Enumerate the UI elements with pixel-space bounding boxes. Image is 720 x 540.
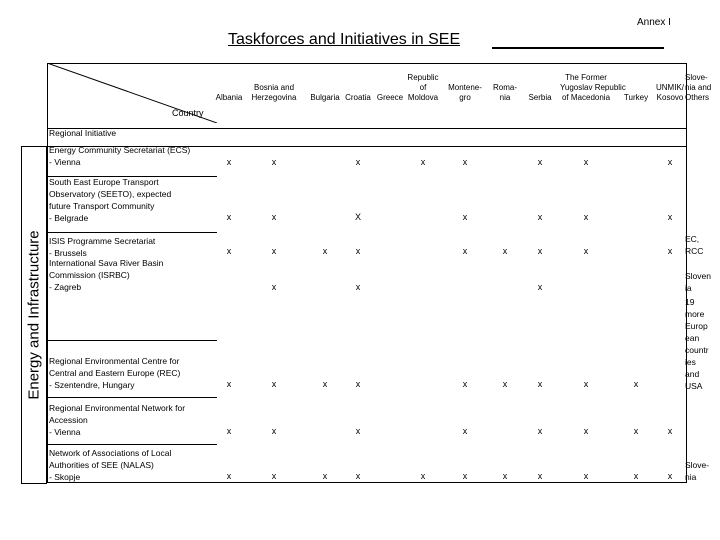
membership-mark-macedonia: x (583, 157, 589, 167)
column-header-line: Turkey (623, 93, 649, 102)
side-label: Energy and Infrastructure (25, 230, 43, 400)
column-header-bih (248, 83, 300, 103)
initiative-label-line: ISIS Programme Secretariat (49, 236, 156, 246)
initiative-label-line: Network of Associations of Local (49, 448, 172, 458)
membership-mark-bih: x (271, 426, 277, 436)
membership-mark-unmik: x (667, 246, 673, 256)
column-header-line: Albania (215, 93, 243, 102)
membership-mark-montenegro: x (462, 426, 468, 436)
others-note-line: ean (685, 333, 700, 343)
initiative-label (49, 355, 217, 391)
initiative-label-line: Observatory (SEETO), expected (49, 189, 172, 199)
membership-mark-croatia: x (355, 471, 361, 481)
membership-mark-romania: x (502, 246, 508, 256)
initiative-label-line: International Sava River Basin (49, 258, 164, 268)
others-note-line: nia (685, 472, 697, 482)
row-separator (47, 340, 217, 341)
membership-mark-croatia: x (355, 426, 361, 436)
initiative-label-line: Authorities of SEE (NALAS) (49, 460, 154, 470)
membership-mark-albania: x (226, 426, 232, 436)
others-note-line: Europ (685, 321, 708, 331)
membership-mark-montenegro: x (462, 379, 468, 389)
membership-mark-turkey: x (633, 471, 639, 481)
column-header-line: Moldova (407, 93, 439, 102)
others-note (685, 296, 709, 392)
column-header-line: of Macedonia (561, 93, 611, 102)
membership-mark-bulgaria: x (322, 471, 328, 481)
membership-mark-bih: x (271, 246, 277, 256)
membership-mark-macedonia: x (583, 471, 589, 481)
membership-mark-croatia: x (355, 246, 361, 256)
title-underline (492, 47, 664, 49)
membership-mark-croatia: x (355, 379, 361, 389)
others-note (685, 270, 711, 294)
initiative-label-line: Accession (49, 415, 88, 425)
side-label-box (21, 146, 47, 484)
initiative-label-line: future Transport Community (49, 201, 155, 211)
initiative-label-line: Central and Eastern Europe (REC) (49, 368, 181, 378)
membership-mark-montenegro: x (462, 246, 468, 256)
initiative-label-line: - Skopje (49, 472, 81, 482)
membership-mark-turkey: x (633, 379, 639, 389)
column-header-line: UNMIK/ (656, 83, 684, 92)
regional-initiative-label: Regional Initiative (49, 128, 117, 138)
column-header-line: Bosnia and (253, 83, 295, 92)
column-header-line: Bulgaria (310, 93, 340, 102)
membership-mark-albania: x (226, 157, 232, 167)
membership-mark-albania: x (226, 471, 232, 481)
others-note-line: Sloven (685, 271, 711, 281)
column-header-line: Kosovo (656, 93, 684, 102)
initiative-label (49, 402, 217, 438)
row-separator (47, 444, 217, 445)
others-note-line: RCC (685, 246, 704, 256)
others-note (685, 459, 709, 483)
column-header-line: Serbia (528, 93, 552, 102)
column-header-line: nia and (685, 83, 712, 92)
membership-mark-croatia: x (355, 157, 361, 167)
membership-mark-serbia: x (537, 471, 543, 481)
initiative-label (49, 144, 217, 168)
column-header-line: Slove- (685, 73, 708, 82)
membership-mark-unmik: x (667, 157, 673, 167)
membership-mark-croatia: x (355, 282, 361, 292)
initiative-label-line: South East Europe Transport (49, 177, 159, 187)
column-header-line: Others (685, 93, 710, 102)
membership-mark-serbia: x (537, 157, 543, 167)
membership-mark-montenegro: x (462, 212, 468, 222)
row-separator (47, 397, 217, 398)
others-note-line: Slove- (685, 460, 710, 470)
initiative-label-line: - Vienna (49, 427, 81, 437)
initiative-label-line: Regional Environmental Network for (49, 403, 186, 413)
initiative-label-line: - Zagreb (49, 282, 82, 292)
membership-mark-moldova: x (420, 471, 426, 481)
column-header-line: Montene- (448, 83, 482, 92)
column-header-line: gro (459, 93, 471, 102)
page-title: Taskforces and Initiatives in SEE (228, 31, 461, 48)
others-note-line: more (685, 309, 705, 319)
membership-mark-albania: x (226, 379, 232, 389)
column-header-line: Herzegovina (251, 93, 297, 102)
membership-mark-albania: x (226, 212, 232, 222)
membership-mark-macedonia: x (583, 379, 589, 389)
others-note-line: and (685, 369, 700, 379)
others-note-line: EC, (685, 234, 700, 244)
row-separator (47, 232, 217, 233)
membership-mark-macedonia: x (583, 212, 589, 222)
others-note (685, 233, 703, 257)
membership-mark-unmik: x (667, 471, 673, 481)
initiative-label-line: Energy Community Secretariat (ECS) (49, 145, 191, 155)
column-header-line: Republic (407, 73, 439, 82)
column-header-line: nia (499, 93, 511, 102)
membership-mark-moldova: x (420, 157, 426, 167)
column-header-line: Roma- (492, 83, 517, 92)
membership-mark-serbia: x (537, 379, 543, 389)
membership-mark-bulgaria: x (322, 246, 328, 256)
others-note-line: countr (685, 345, 709, 355)
membership-mark-romania: x (502, 379, 508, 389)
column-header-line: Yugoslav Republic (560, 83, 626, 92)
initiative-label-line: - Belgrade (49, 213, 89, 223)
initiative-label-line: Regional Environmental Centre for (49, 356, 180, 366)
membership-mark-unmik: x (667, 426, 673, 436)
membership-mark-albania: x (226, 246, 232, 256)
membership-mark-croatia: X (354, 212, 362, 222)
initiative-label-line: - Szentendre, Hungary (49, 380, 135, 390)
others-note-line: 19 (685, 297, 695, 307)
membership-mark-unmik: x (667, 212, 673, 222)
column-header-others (685, 73, 720, 103)
column-header-line: Greece (376, 93, 404, 102)
membership-mark-bih: x (271, 471, 277, 481)
initiative-label (49, 176, 217, 224)
membership-mark-serbia: x (537, 212, 543, 222)
others-note-line: USA (685, 381, 703, 391)
initiative-label-line: - Vienna (49, 157, 81, 167)
others-note-line: ies (685, 357, 696, 367)
membership-mark-bih: x (271, 157, 277, 167)
membership-mark-bih: x (271, 379, 277, 389)
initiative-label-line: - Brussels (49, 248, 87, 258)
membership-mark-macedonia: x (583, 246, 589, 256)
initiative-label (49, 257, 217, 293)
membership-mark-bih: x (271, 212, 277, 222)
column-header-macedonia (560, 73, 626, 103)
column-header-line: Croatia (345, 93, 371, 102)
column-header-serbia (514, 93, 566, 103)
membership-mark-bih: x (271, 282, 277, 292)
initiative-label (49, 235, 217, 259)
column-header-line: The Former (565, 73, 607, 82)
header-divider (47, 128, 687, 129)
others-note-line: ia (685, 283, 692, 293)
membership-mark-serbia: x (537, 246, 543, 256)
column-header-line: of (419, 83, 427, 92)
country-label: Country (172, 108, 204, 118)
membership-mark-serbia: x (537, 282, 543, 292)
membership-mark-turkey: x (633, 426, 639, 436)
membership-mark-serbia: x (537, 426, 543, 436)
membership-mark-romania: x (502, 471, 508, 481)
membership-mark-montenegro: x (462, 471, 468, 481)
membership-mark-macedonia: x (583, 426, 589, 436)
membership-mark-montenegro: x (462, 157, 468, 167)
initiative-label (49, 447, 217, 483)
membership-mark-bulgaria: x (322, 379, 328, 389)
initiative-label-line: Commission (ISRBC) (49, 270, 130, 280)
annex-label: Annex I (637, 17, 671, 28)
